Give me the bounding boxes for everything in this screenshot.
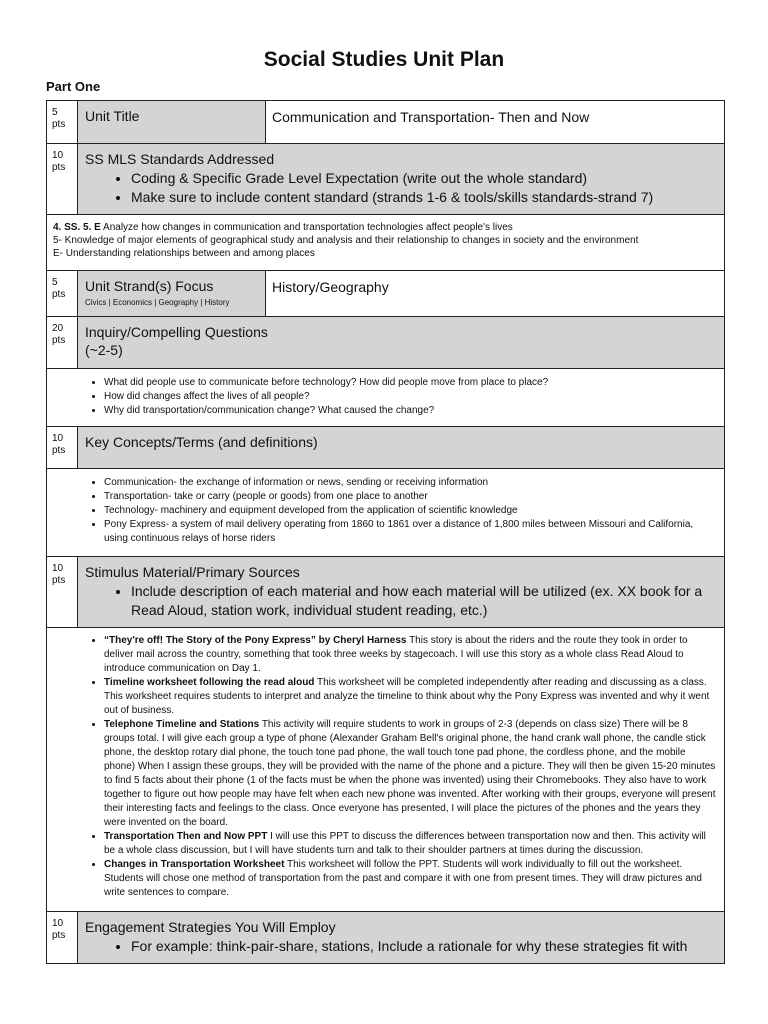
points-number: 10 [52, 433, 64, 444]
list-item [104, 634, 718, 676]
points-unit: pts [52, 289, 66, 300]
points-unit: pts [52, 445, 66, 456]
points-number: 10 [52, 150, 64, 161]
points-number: 10 [52, 563, 64, 574]
stimulus-header-row [47, 557, 725, 628]
stimulus-label: Stimulus Material/Primary Sources [85, 564, 300, 580]
list-item [104, 858, 718, 900]
points-number: 5 [52, 107, 58, 118]
concepts-body [47, 469, 725, 557]
material-title: Transportation Then and Now PPT [104, 831, 268, 842]
list-item: • Coding & Specific Grade Level Expectation (write out the whole standard) [131, 169, 718, 188]
list-item: • How did changes affect the lives of all people? [104, 390, 718, 404]
material-description: I will use this PPT to discuss the differences between transportation now and then. This activity will be a whole class discussion, but I will have students turn and talk to their shoulder partners at times during the discussion. [104, 831, 706, 856]
list-item [104, 830, 718, 858]
standard-text: E- Understanding relationships between and among places [53, 248, 315, 259]
unit-title-row [47, 101, 725, 144]
points-number: 20 [52, 323, 64, 334]
concepts-body-row [47, 469, 725, 557]
list-item: • Communication- the exchange of information or news, sending or receiving information [104, 476, 718, 490]
stimulus-label-cell [78, 557, 725, 628]
points-cell [47, 557, 78, 628]
list-item: • Technology- machinery and equipment developed from the application of scientific knowledge [104, 504, 718, 518]
list-item: • For example: think-pair-share, stations, Include a rationale for why these strategies fit with [131, 937, 718, 956]
standards-guidance-list [85, 169, 718, 207]
standards-header-row [47, 144, 725, 215]
points-number: 10 [52, 918, 64, 929]
standards-label-cell [78, 144, 725, 215]
value-text: History/Geography [272, 279, 389, 295]
material-title: Changes in Transportation Worksheet [104, 859, 285, 870]
list-item: • Pony Express- a system of mail delivery operating from 1860 to 1861 over a distance of 1,800 miles between Missouri and California, using continuous relays of horse riders [104, 518, 718, 546]
standards-label: SS MLS Standards Addressed [85, 151, 275, 167]
unit-plan-table [46, 100, 725, 964]
list-item [104, 718, 718, 830]
inquiry-body [47, 369, 725, 427]
list-item: • Make sure to include content standard (strands 1-6 & tools/skills standards-strand 7) [131, 188, 718, 207]
value-text: Communication and Transportation- Then and Now [272, 109, 590, 125]
points-unit: pts [52, 335, 66, 346]
points-unit: pts [52, 575, 66, 586]
section-heading: Part One [46, 79, 101, 94]
points-cell [47, 101, 78, 144]
strand-value [266, 271, 725, 317]
concepts-label-cell [78, 427, 725, 469]
stimulus-guidance-list [85, 582, 718, 620]
points-cell [47, 912, 78, 964]
inquiry-header-row [47, 317, 725, 369]
list-item [104, 676, 718, 718]
engagement-label-cell [78, 912, 725, 964]
strand-label-cell [78, 271, 266, 317]
standard-text: Analyze how changes in communication and transportation technologies affect people's lives [100, 222, 513, 233]
material-description: This activity will require students to work in groups of 2-3 (depends on class size) There will be 8 groups total. I will give each group a type of phone (Alexander Graham Bell's original phone, the hand crank wall phone, the candle stick phone, the desktop rotary dial phone, the touch tone pad phone, the wall touch tone pad phone, the cordless phone, and the mobile phone) When I assign these groups, they will be provided with the name of the phone and a picture. They will then be given 15-20 minutes to find 5 facts about their phone (1 of the facts must be when the phone was invented) using their Chromebooks. They also have to work together to figure out how people may have felt when each new phone was invented. After working with their groups, everyone will present their interesting facts and feelings to the class. Once everyone has presented, I will place the pictures of the phones and the years they were invented on the board. [104, 719, 716, 828]
inquiry-body-row [47, 369, 725, 427]
stimulus-body [47, 628, 725, 912]
list-item: • What did people use to communicate before technology? How did people move from place to place? [104, 376, 718, 390]
material-title: Timeline worksheet following the read aloud [104, 677, 315, 688]
points-cell [47, 144, 78, 215]
engagement-label: Engagement Strategies You Will Employ [85, 919, 336, 935]
concepts-list [53, 476, 718, 546]
standard-text: 5- Knowledge of major elements of geographical study and analysis and their relationship to changes in society and the environment [53, 235, 639, 246]
standards-body-row [47, 215, 725, 271]
material-title: Telephone Timeline and Stations [104, 719, 260, 730]
inquiry-sublabel: (~2-5) [85, 342, 123, 358]
points-cell [47, 427, 78, 469]
inquiry-label-cell [78, 317, 725, 369]
unit-title-value [266, 101, 725, 144]
material-title: “They're off! The Story of the Pony Express” by Cheryl Harness [104, 635, 407, 646]
stimulus-materials-list [53, 634, 718, 900]
inquiry-label: Inquiry/Compelling Questions [85, 324, 268, 340]
points-unit: pts [52, 930, 66, 941]
strand-options: Civics | Economics | Geography | History [85, 298, 230, 307]
strand-label: Unit Strand(s) Focus [85, 278, 214, 294]
page-title: Social Studies Unit Plan [263, 48, 505, 71]
strand-row [47, 271, 725, 317]
unit-title-label [78, 101, 266, 144]
standard-code: 4. SS. 5. E [53, 222, 101, 233]
material-description: This worksheet will be completed independently after reading and discussing as a class. This worksheet requires students to interpret and analyze the timeline to think about why the Pony Express was invented and why it went out of business. [104, 677, 710, 716]
concepts-header-row [47, 427, 725, 469]
inquiry-question-list [53, 376, 718, 418]
list-item: • Transportation- take or carry (people or goods) from one place to another [104, 490, 718, 504]
stimulus-body-row [47, 628, 725, 912]
list-item: • Include description of each material and how each material will be utilized (ex. XX book for a Read Aloud, station work, individual student reading, etc.) [131, 582, 718, 620]
material-description: This worksheet will follow the PPT. Students will work individually to fill out the worksheet. Students will chose one method of transportation from the past and compare it with one from present times. They will draw pictures and write sentences to compare. [104, 859, 702, 898]
concepts-label: Key Concepts/Terms (and definitions) [85, 434, 318, 450]
points-unit: pts [52, 119, 66, 130]
list-item: • Why did transportation/communication change? What caused the change? [104, 404, 718, 418]
points-number: 5 [52, 277, 58, 288]
points-cell [47, 271, 78, 317]
engagement-guidance-list [85, 937, 718, 956]
engagement-header-row [47, 912, 725, 964]
points-unit: pts [52, 162, 66, 173]
material-description: This story is about the riders and the route they took in order to deliver mail across the country, something that took three weeks by stagecoach. I will use this story as a whole class Read Aloud to introduce communication on Day 1. [104, 635, 688, 674]
standards-body [47, 215, 725, 271]
points-cell [47, 317, 78, 369]
label-text: Unit Title [85, 108, 140, 124]
